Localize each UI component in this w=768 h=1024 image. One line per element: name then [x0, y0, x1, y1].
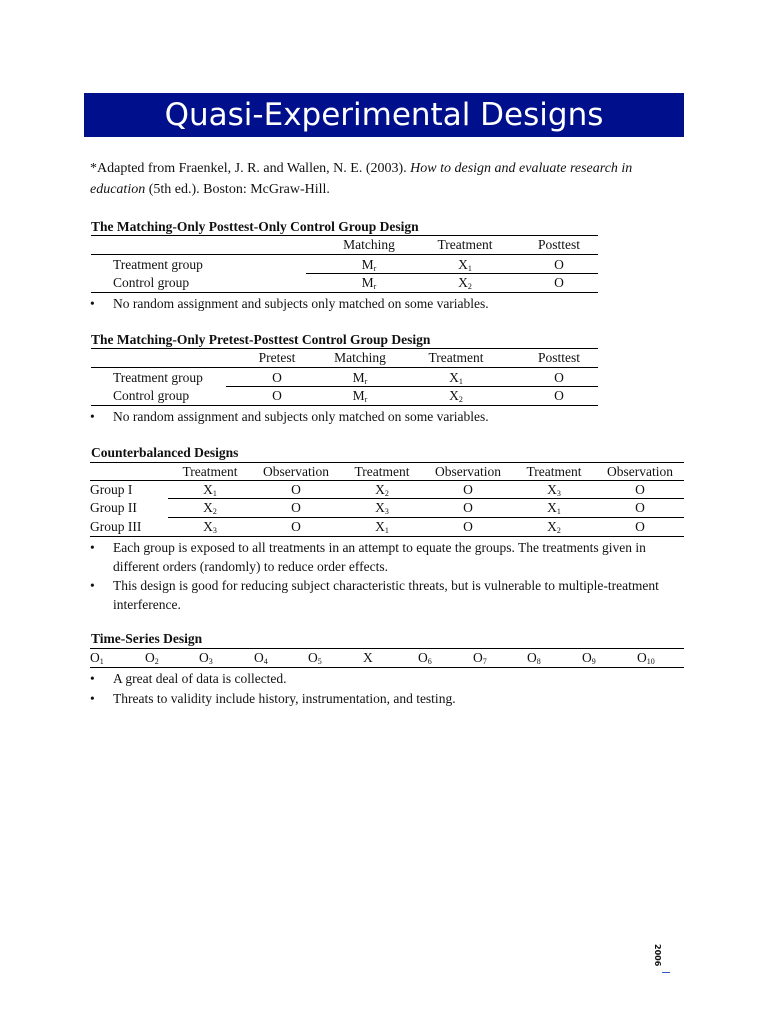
table-rule [226, 386, 598, 387]
table-cell: O [272, 388, 282, 403]
table-cell: $M_r$ [352, 388, 368, 404]
table-cell: $X_1$ [547, 500, 561, 516]
table-cell: $X_2$ [375, 482, 389, 498]
table-cell: O [463, 500, 473, 515]
table-rule [90, 536, 684, 537]
col-header-treatment: Treatment [428, 350, 484, 365]
row-label: Treatment group [113, 370, 203, 385]
table-cell: $X_3$ [547, 482, 561, 498]
table-rule [90, 462, 684, 463]
table-rule [91, 292, 598, 293]
table-cell: $O_8$ [527, 650, 541, 666]
table-cell: O [291, 519, 301, 534]
section-title-matching-posttest: The Matching-Only Posttest-Only Control Group Design [91, 219, 419, 234]
table-rule [91, 235, 598, 236]
col-header-posttest: Posttest [537, 350, 581, 365]
col-header-treatment: Treatment [437, 237, 493, 252]
table-cell: $X_2$ [449, 388, 463, 404]
table-rule [90, 480, 684, 481]
table-rule [90, 667, 684, 668]
list-item: • Each group is exposed to all treatments in an attempt to equate the groups. The treatments given in different orders (randomly) to reduce order effects. [90, 540, 646, 574]
table-cell: $O_3$ [199, 650, 213, 666]
list-item: • Threats to validity include history, instrumentation, and testing. [90, 691, 456, 706]
list-item: • No random assignment and subjects only matched on some variables. [90, 296, 489, 311]
table-cell: $X_2$ [203, 500, 217, 516]
col-header-observation: Observation [435, 464, 501, 479]
list-item: • No random assignment and subjects only matched on some variables. [90, 409, 489, 424]
table-cell: $X_1$ [375, 519, 389, 535]
table-cell: X [363, 650, 373, 665]
col-header-posttest: Posttest [537, 237, 581, 252]
table-cell: $X_2$ [547, 519, 561, 535]
table-cell: O [554, 257, 564, 272]
table-rule [90, 648, 684, 649]
col-header-observation: Observation [607, 464, 673, 479]
table-cell: O [635, 482, 645, 497]
table-cell: $X_1$ [458, 257, 472, 273]
page-title: Quasi-Experimental Designs [84, 93, 684, 137]
col-header-matching: Matching [343, 237, 395, 252]
side-mark [662, 972, 670, 973]
row-label: Group I [90, 482, 133, 497]
list-item: • This design is good for reducing subject characteristic threats, but is vulnerable to multiple-treatment interference. [90, 578, 659, 612]
list-item: • A great deal of data is collected. [90, 671, 287, 686]
table-cell: O [554, 370, 564, 385]
table-cell: $M_r$ [361, 275, 377, 291]
table-rule [91, 405, 598, 406]
table-cell: $O_{10}$ [637, 650, 655, 666]
table-cell: $M_r$ [361, 257, 377, 273]
table-cell: O [635, 500, 645, 515]
table-cell: $X_3$ [203, 519, 217, 535]
citation-book-title: How to design and evaluate research in education [90, 161, 633, 197]
col-header-matching: Matching [334, 350, 386, 365]
table-cell: O [554, 388, 564, 403]
table-rule [91, 348, 598, 349]
table-cell: O [272, 370, 282, 385]
table-cell: $X_3$ [375, 500, 389, 516]
table-cell: $O_5$ [308, 650, 322, 666]
table-cell: O [463, 482, 473, 497]
table-rule [168, 498, 684, 499]
col-header-treatment: Treatment [182, 464, 238, 479]
table-cell: $O_1$ [90, 650, 104, 666]
table-cell: $O_4$ [254, 650, 268, 666]
table-rule [168, 517, 684, 518]
section-title-time-series: Time-Series Design [91, 631, 203, 646]
table-cell: O [635, 519, 645, 534]
table-cell: O [291, 500, 301, 515]
col-header-observation: Observation [263, 464, 329, 479]
table-cell: O [554, 275, 564, 290]
citation-authors: *Adapted from Fraenkel, J. R. and Wallen, N. E. (2003). [90, 161, 411, 176]
row-label: Group II [90, 500, 137, 515]
col-header-pretest: Pretest [258, 350, 296, 365]
table-cell: $O_2$ [145, 650, 159, 666]
table-rule [91, 367, 598, 368]
row-label: Group III [90, 519, 142, 534]
row-label: Control group [113, 388, 190, 403]
table-cell: $O_6$ [418, 650, 432, 666]
table-cell: O [291, 482, 301, 497]
table-cell: $O_7$ [473, 650, 487, 666]
table-cell: $X_1$ [449, 370, 463, 386]
row-label: Treatment group [113, 257, 203, 272]
col-header-treatment: Treatment [526, 464, 582, 479]
table-rule [91, 254, 598, 255]
citation-publisher: (5th ed.). Boston: McGraw-Hill. [145, 182, 330, 197]
citation [90, 158, 690, 200]
side-page-number: 2006 [653, 944, 662, 967]
section-title-matching-pretest: The Matching-Only Pretest-Posttest Control Group Design [91, 332, 431, 347]
table-cell: $X_2$ [458, 275, 472, 291]
table-cell: O [463, 519, 473, 534]
col-header-treatment: Treatment [354, 464, 410, 479]
section-title-counterbalanced: Counterbalanced Designs [91, 445, 239, 460]
table-cell: $O_9$ [582, 650, 596, 666]
table-cell: $X_1$ [203, 482, 217, 498]
table-cell: $M_r$ [352, 370, 368, 386]
row-label: Control group [113, 275, 190, 290]
table-rule [306, 273, 598, 274]
